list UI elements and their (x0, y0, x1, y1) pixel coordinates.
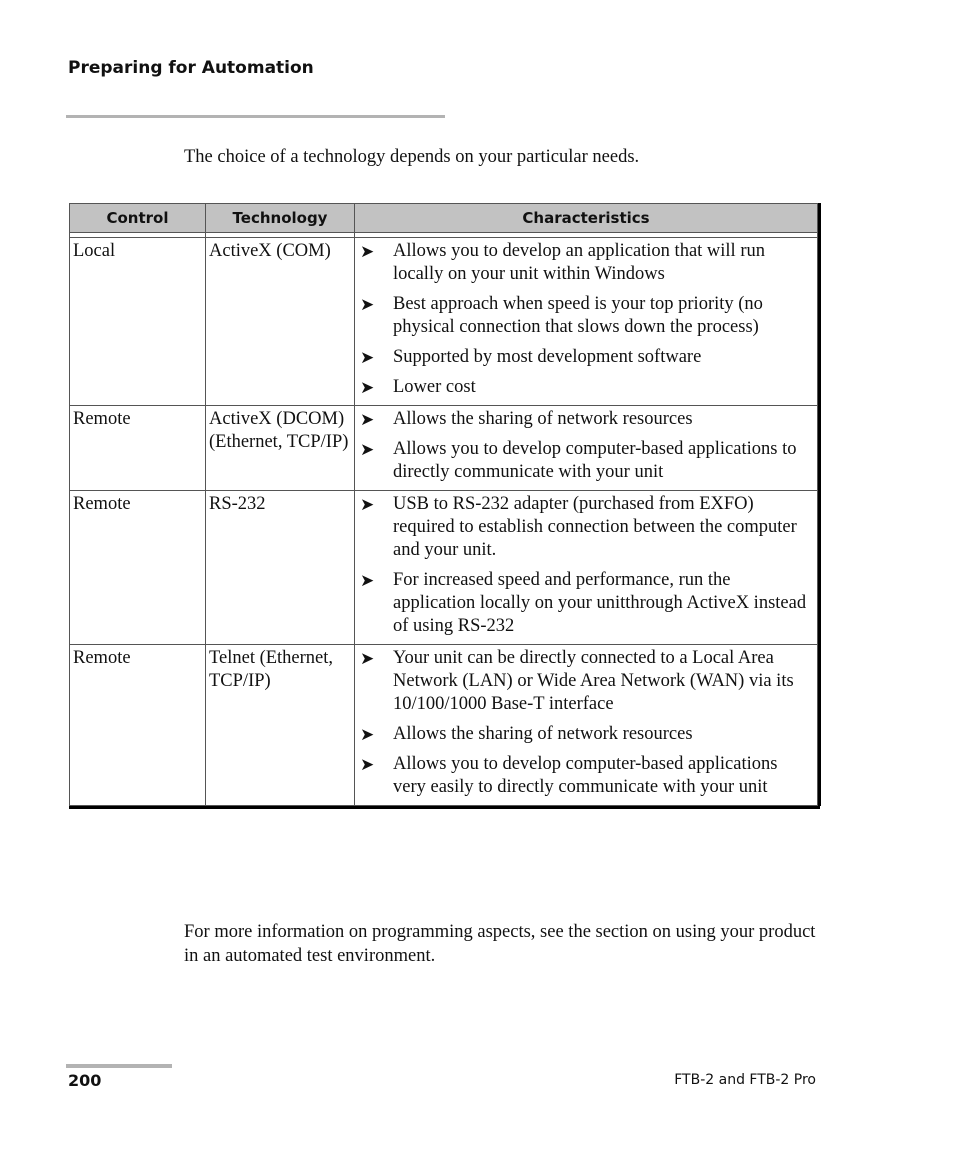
bullet-arrow-icon: ➤ (360, 495, 375, 514)
technology-cell: Telnet (Ethernet, TCP/IP) (206, 645, 355, 806)
technology-cell: RS-232 (206, 491, 355, 645)
characteristics-cell (355, 491, 818, 645)
characteristic-text: Allows the sharing of network resources (393, 724, 693, 744)
characteristic-text: Lower cost (393, 377, 476, 397)
product-name: FTB-2 and FTB-2 Pro (674, 1072, 816, 1088)
list-item (358, 376, 814, 399)
table-shadow-right (818, 203, 821, 806)
bullet-arrow-icon: ➤ (360, 410, 375, 429)
page-number: 200 (68, 1071, 102, 1090)
footer-rule (66, 1064, 172, 1068)
technology-table (69, 203, 818, 806)
characteristics-list (358, 493, 814, 638)
characteristics-cell (355, 238, 818, 406)
table-row (70, 238, 818, 406)
column-header-characteristics: Characteristics (355, 204, 818, 233)
column-header-technology: Technology (206, 204, 355, 233)
list-item (358, 753, 814, 799)
bullet-arrow-icon: ➤ (360, 348, 375, 367)
table-row (70, 645, 818, 806)
characteristic-text: Allows you to develop computer-based applications to directly communicate with your unit (393, 439, 797, 482)
title-rule (66, 115, 445, 118)
list-item (358, 438, 814, 484)
section-title: Preparing for Automation (68, 58, 314, 78)
list-item (358, 240, 814, 286)
bullet-arrow-icon: ➤ (360, 755, 375, 774)
bullet-arrow-icon: ➤ (360, 378, 375, 397)
column-header-control: Control (70, 204, 206, 233)
intro-paragraph: The choice of a technology depends on your particular needs. (184, 147, 640, 167)
characteristic-text: USB to RS-232 adapter (purchased from EXFO) required to establish connection between the computer and your unit. (393, 494, 797, 560)
technology-table-wrapper (69, 203, 819, 806)
characteristic-text: Allows you to develop an application that will run locally on your unit within Windows (393, 241, 765, 284)
characteristics-list (358, 647, 814, 799)
technology-cell: ActiveX (COM) (206, 238, 355, 406)
bullet-arrow-icon: ➤ (360, 571, 375, 590)
characteristics-cell (355, 645, 818, 806)
list-item (358, 346, 814, 369)
characteristic-text: Best approach when speed is your top priority (no physical connection that slows down the process) (393, 294, 763, 337)
bullet-arrow-icon: ➤ (360, 725, 375, 744)
characteristic-text: Allows the sharing of network resources (393, 409, 693, 429)
characteristics-cell (355, 406, 818, 491)
characteristic-text: Your unit can be directly connected to a Local Area Network (LAN) or Wide Area Network (WAN) via its 10/100/1000 Base-T interface (393, 648, 794, 714)
outro-paragraph: For more information on programming aspects, see the section on using your product in an automated test environment. (184, 922, 816, 966)
control-cell: Remote (70, 645, 206, 806)
table-shadow-bottom (69, 806, 820, 809)
list-item (358, 647, 814, 716)
characteristic-text: Supported by most development software (393, 347, 702, 367)
list-item (358, 723, 814, 746)
control-cell: Remote (70, 406, 206, 491)
characteristics-list (358, 240, 814, 399)
characteristics-list (358, 408, 814, 484)
bullet-arrow-icon: ➤ (360, 242, 375, 261)
characteristic-text: For increased speed and performance, run the application locally on your unitthrough ActiveX instead of using RS-232 (393, 570, 807, 636)
list-item (358, 569, 814, 638)
technology-cell: ActiveX (DCOM) (Ethernet, TCP/IP) (206, 406, 355, 491)
bullet-arrow-icon: ➤ (360, 295, 375, 314)
table-body (70, 238, 818, 806)
bullet-arrow-icon: ➤ (360, 440, 375, 459)
list-item (358, 408, 814, 431)
list-item (358, 493, 814, 562)
characteristic-text: Allows you to develop computer-based applications very easily to directly communicate with your unit (393, 754, 778, 797)
control-cell: Local (70, 238, 206, 406)
table-row (70, 491, 818, 645)
list-item (358, 293, 814, 339)
bullet-arrow-icon: ➤ (360, 649, 375, 668)
table-row (70, 406, 818, 491)
table-header-row (70, 204, 818, 233)
control-cell: Remote (70, 491, 206, 645)
